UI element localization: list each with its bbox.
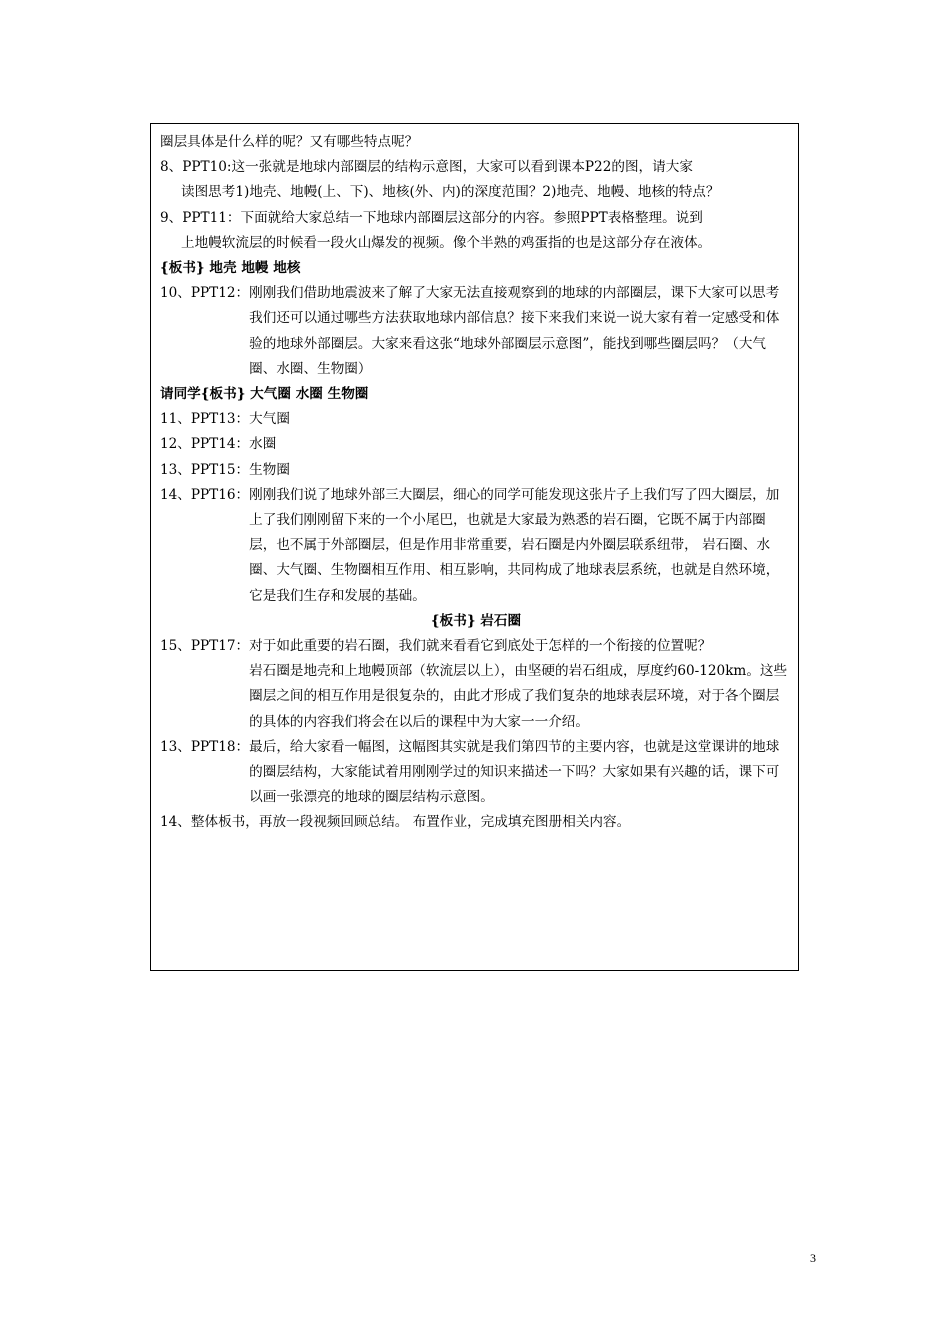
item-13b-text: 最后，给大家看一幅图，这幅图其实就是我们第四节的主要内容，也就是这堂课讲的地球的圈层结构，大家能试着用刚刚学过的知识来描述一下吗？大家如果有兴趣的话，课下可以画一张漂亮的地球的圈层结构示意图。: [249, 738, 780, 806]
item-14b: 14、整体板书，再放一段视频回顾总结。 布置作业，完成填充图册相关内容。: [160, 814, 631, 831]
item-13: 13、PPT15：生物圈: [160, 461, 290, 478]
lesson-plan-table-cell: [150, 123, 799, 971]
item-10-number: 10、PPT12：: [160, 285, 250, 302]
item-14-number: 14、PPT16：: [160, 486, 250, 503]
item-14: [160, 483, 792, 609]
board-writing-lithosphere: {板书} 岩石圈: [430, 612, 522, 629]
item-15-text: 对于如此重要的岩石圈，我们就来看看它到底处于怎样的一个衔接的位置呢？ 岩石圈是地壳和上地幔顶部（软流层以上），由坚硬的岩石组成，厚度约60-120km。这些圈层之间的相互作用是很复杂的，由此才形成了我们复杂的地球表层环境，对于各个圈层的具体的内容我们将会在以后的课程中为大家一一介绍。: [249, 638, 788, 730]
board-writing-crust: {板书} 地壳 地幔 地核: [160, 260, 301, 277]
item-10-text: 刚刚我们借助地震波来了解了大家无法直接观察到的地球的内部圈层，课下大家可以思考我们还可以通过哪些方法获取地球内部信息？接下来我们来说一说大家有着一定感受和体验的地球外部圈层。大家来看这张“地球外部圈层示意图”，能找到哪些圈层吗？（大气圈、水圈、生物圈）: [249, 285, 780, 377]
lesson-text: [160, 130, 792, 836]
item-14-text: 刚刚我们说了地球外部三大圈层，细心的同学可能发现这张片子上我们写了四大圈层，加上了我们刚刚留下来的一个小尾巴，也就是大家最为熟悉的岩石圈，它既不属于内部圈层，也不属于外部圈层，但是作用非常重要，岩石圈是内外圈层联系纽带， 岩石圈、水圈、大气圈、生物圈相互作用、相互影响，共同构成了地球表层系统，也就是自然环境，它是我们生存和发展的基础。: [249, 486, 780, 604]
item-11: 11、PPT13：大气圈: [160, 411, 290, 428]
item-15-number: 15、PPT17：: [160, 638, 250, 655]
item-13b: [160, 735, 792, 811]
item-13b-number: 13、PPT18：: [160, 738, 250, 755]
intro-line: 圈层具体是什么样的呢？又有哪些特点呢？: [160, 134, 419, 150]
item-8-continuation: 读图思考1)地壳、地幔(上、下)、地核(外、内)的深度范围？2)地壳、地幔、地核的特点？: [181, 184, 720, 201]
item-9-continuation: 上地幔软流层的时候看一段火山爆发的视频。像个半熟的鸡蛋指的也是这部分存在液体。: [181, 234, 712, 251]
item-8-head: 8、PPT10:这一张就是地球内部圈层的结构示意图，大家可以看到课本P22的图，请大家: [160, 159, 693, 176]
item-9-head: 9、PPT11：下面就给大家总结一下地球内部圈层这部分的内容。参照PPT表格整理。说到: [160, 209, 703, 226]
board-writing-outer-spheres: 请同学{板书} 大气圈 水圈 生物圈: [160, 386, 369, 403]
item-10: [160, 281, 792, 382]
page-number: 3: [810, 1251, 816, 1265]
item-15: [160, 634, 792, 735]
item-12: 12、PPT14：水圈: [160, 436, 277, 453]
